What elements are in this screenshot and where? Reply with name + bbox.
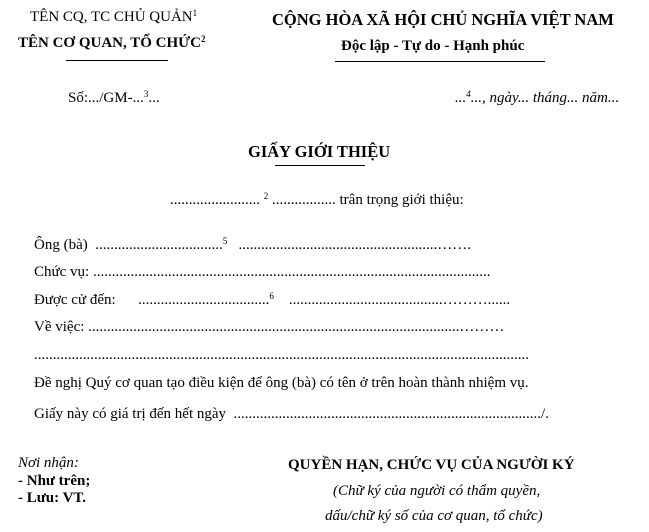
footnote-marker: 1: [192, 8, 198, 18]
field-ong-ba: Ông (bà) ..................................$^5$ .....................................................…….: [34, 236, 471, 253]
request-text: Đề nghị Quý cơ quan tạo điều kiện để ông (bà) có tên ở trên hoàn thành nhiệm vụ.: [34, 375, 529, 391]
title-underline: [275, 165, 365, 166]
field-ve-viec: Về việc: ...................................................................................................………: [34, 319, 505, 335]
intro-line: ........................ $^2$ ................. trân trọng giới thiệu:: [170, 191, 464, 208]
footnote-marker: 6: [269, 291, 274, 301]
national-title: CỘNG HÒA XÃ HỘI CHỦ NGHĨA VIỆT NAM: [272, 10, 614, 29]
recipient-item: - Như trên;: [18, 473, 91, 489]
field-blank-line: ....................................................................................................................................: [34, 347, 529, 363]
recipient-item: - Lưu: VT.: [18, 490, 87, 506]
signature-note: (Chữ ký của người có thẩm quyền,: [333, 483, 541, 499]
validity-line: Giấy này có giá trị đến hết ngày ................................................................................../.: [34, 406, 549, 422]
document-title: GIẤY GIỚI THIỆU: [248, 142, 391, 161]
parent-agency-name: TÊN CQ, TC CHỦ QUẢN$^1$: [30, 8, 198, 25]
footnote-marker: 2: [263, 191, 269, 201]
agency-underline: [66, 60, 168, 61]
document-date: ...$^4$..., ngày... tháng... năm...: [455, 89, 620, 106]
signature-note: dấu/chữ ký số của cơ quan, tổ chức): [325, 508, 543, 524]
field-duoc-cu-den: Được cử đến: ...................................$^6$ .........................................………......: [34, 291, 511, 308]
footnote-marker: 5: [222, 236, 228, 246]
footnote-marker: 4: [466, 89, 471, 99]
agency-name: TÊN CƠ QUAN, TỔ CHỨC$^2$: [18, 34, 206, 51]
footnote-marker: 2: [200, 34, 206, 44]
document-number: Số:.../GM-...$^3$...: [68, 89, 160, 106]
footnote-marker: 3: [143, 89, 149, 99]
motto-underline: [335, 61, 545, 62]
field-chuc-vu: Chức vụ: ..........................................................................................................: [34, 264, 491, 280]
recipients-label: Nơi nhận:: [18, 455, 79, 471]
signer-title: QUYỀN HẠN, CHỨC VỤ CỦA NGƯỜI KÝ: [288, 457, 575, 473]
national-motto: Độc lập - Tự do - Hạnh phúc: [341, 38, 525, 54]
